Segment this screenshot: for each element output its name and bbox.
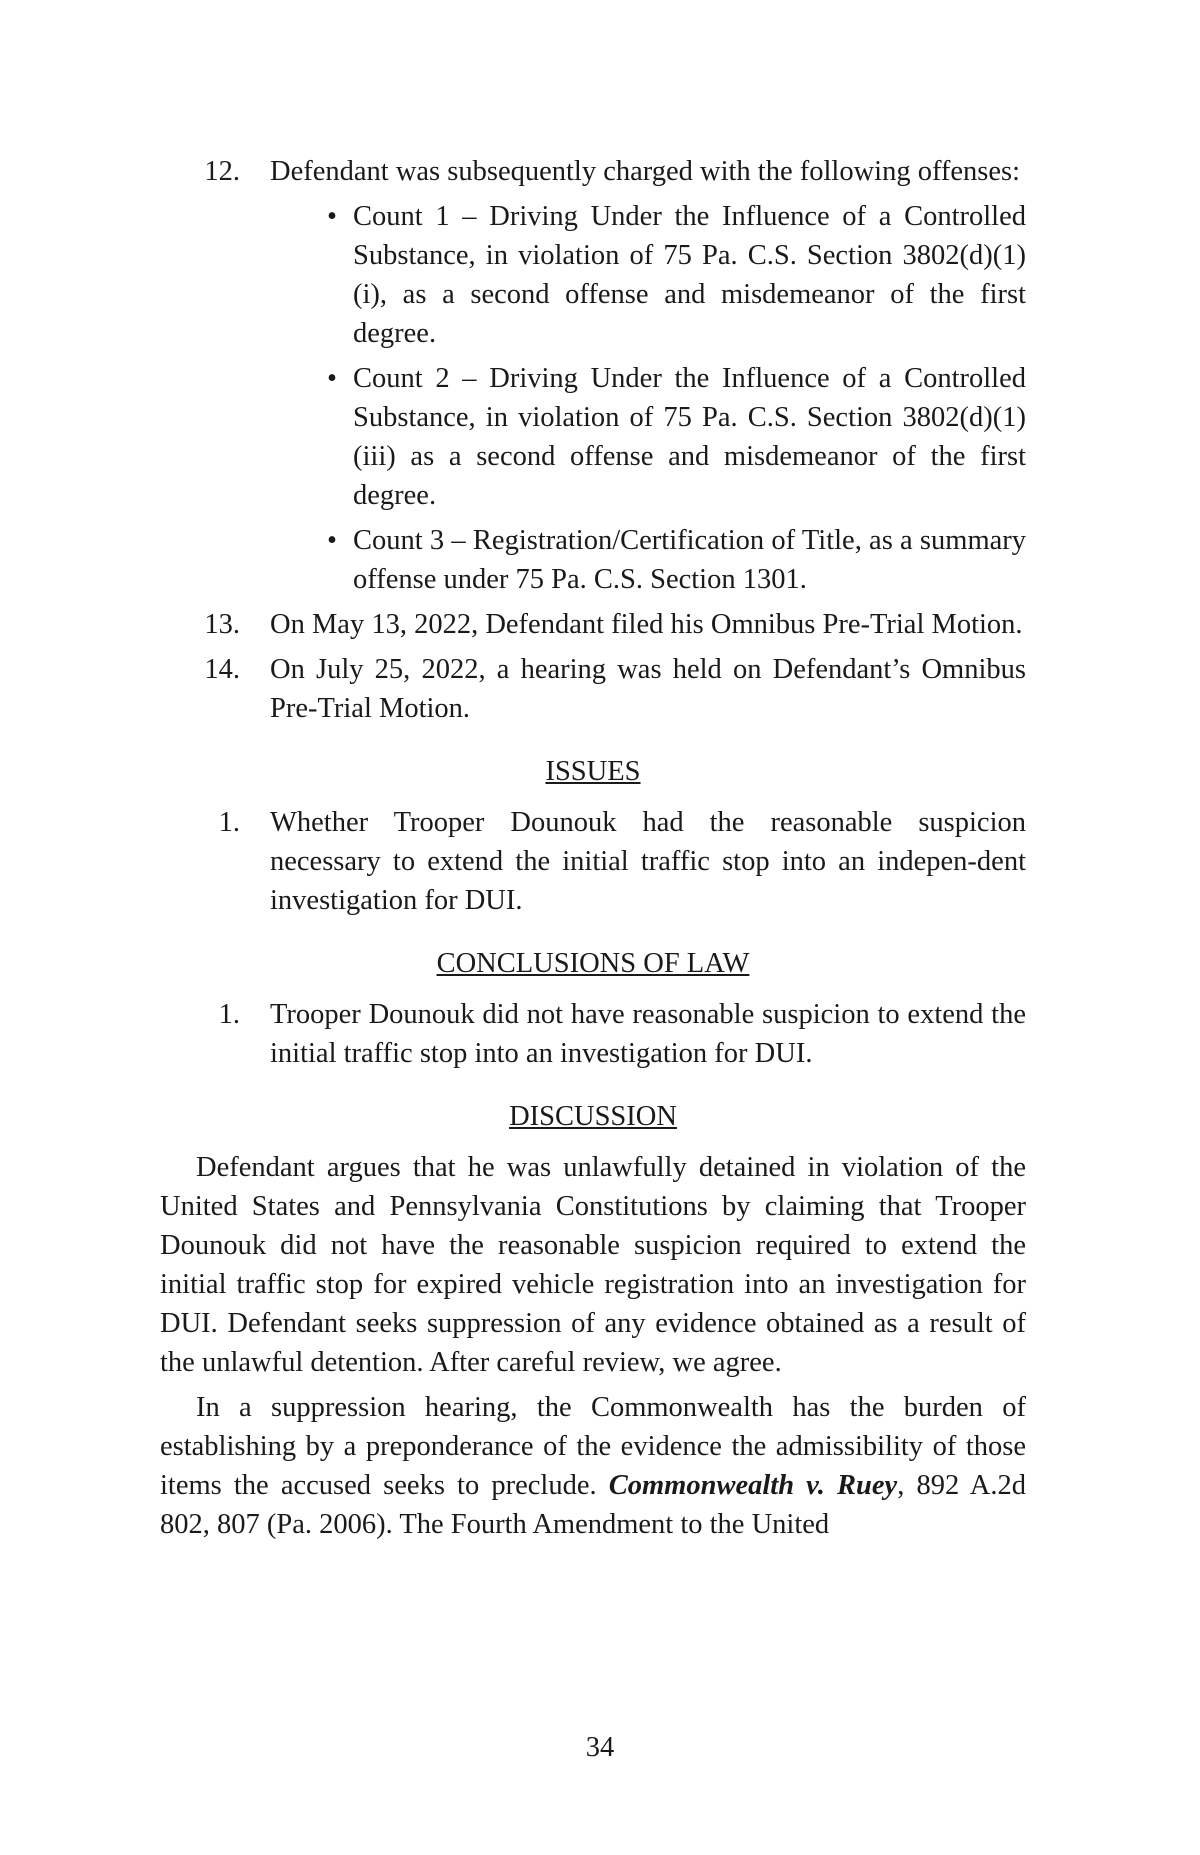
- issue-item-1: [160, 803, 1026, 920]
- item-text: On July 25, 2022, a hearing was held on Defendant’s Omnibus Pre-Trial Motion.: [270, 654, 1026, 724]
- conclusion-item-1: [160, 995, 1026, 1073]
- page-number: 34: [585, 1732, 615, 1763]
- bullet-icon: •: [327, 363, 337, 394]
- issues-heading: ISSUES: [545, 756, 641, 787]
- numbered-item-14: [160, 650, 1026, 728]
- paragraph-text: , 892 A.2d 802, 807 (Pa. 2006). The Fourth Amendment to the United: [160, 1470, 1026, 1540]
- numbered-item-13: [160, 605, 1026, 644]
- charge-text: Count 1 – Driving Under the Influence of a Controlled Substance, in violation of 75 Pa. C.S. Section 3802(d)(1)(i), as a second offense and misdemeanor of the first degree.: [353, 201, 1026, 349]
- case-citation: Commonwealth v. Ruey: [608, 1470, 898, 1501]
- item-text: Trooper Dounouk did not have reasonable suspicion to extend the initial traffic stop into an investigation for DUI.: [270, 999, 1026, 1069]
- charge-count-2: [160, 359, 1026, 515]
- item-text: Whether Trooper Dounouk had the reasonable suspicion necessary to extend the initial traffic stop into an indepen-dent investigation for DUI.: [270, 807, 1026, 916]
- charge-count-1: [160, 197, 1026, 353]
- charge-text: Count 3 – Registration/Certification of Title, as a summary offense under 75 Pa. C.S. Section 1301.: [353, 525, 1026, 595]
- document-page: [160, 152, 1026, 1550]
- item-text: Defendant was subsequently charged with the following offenses:: [270, 156, 1021, 187]
- discussion-paragraph-1: Defendant argues that he was unlawfully detained in violation of the United States and Pennsylvania Constitutions by claiming that Trooper Dounouk did not have the reasonable suspicion required to extend the initial traffic stop for expired vehicle registration into an investigation for DUI. Defendant seeks suppression of any evidence obtained as a result of the unlawful detention. After careful review, we agree.: [160, 1152, 1026, 1378]
- bullet-icon: •: [327, 201, 337, 232]
- item-number: 12.: [204, 156, 240, 187]
- conclusions-heading: CONCLUSIONS OF LAW: [436, 948, 750, 979]
- bullet-icon: •: [327, 525, 337, 556]
- charge-text: Count 2 – Driving Under the Influence of a Controlled Substance, in violation of 75 Pa. C.S. Section 3802(d)(1)(iii) as a second offense and misdemeanor of the first degree.: [353, 363, 1026, 511]
- item-text: On May 13, 2022, Defendant filed his Omnibus Pre-Trial Motion.: [270, 609, 1023, 640]
- paragraph-text: In a suppression hearing, the Commonwealth has the burden of establishing by a preponderance of the evidence the admissibility of those items the accused seeks to preclude.: [160, 1392, 1026, 1501]
- discussion-paragraph-2: [160, 1388, 1026, 1544]
- numbered-item-12: [160, 152, 1026, 191]
- item-number: 13.: [204, 609, 240, 640]
- charge-count-3: [160, 521, 1026, 599]
- item-number: 1.: [218, 807, 240, 838]
- item-number: 1.: [218, 999, 240, 1030]
- item-number: 14.: [204, 654, 240, 685]
- discussion-heading: DISCUSSION: [509, 1101, 677, 1132]
- charges-list: [160, 197, 1026, 599]
